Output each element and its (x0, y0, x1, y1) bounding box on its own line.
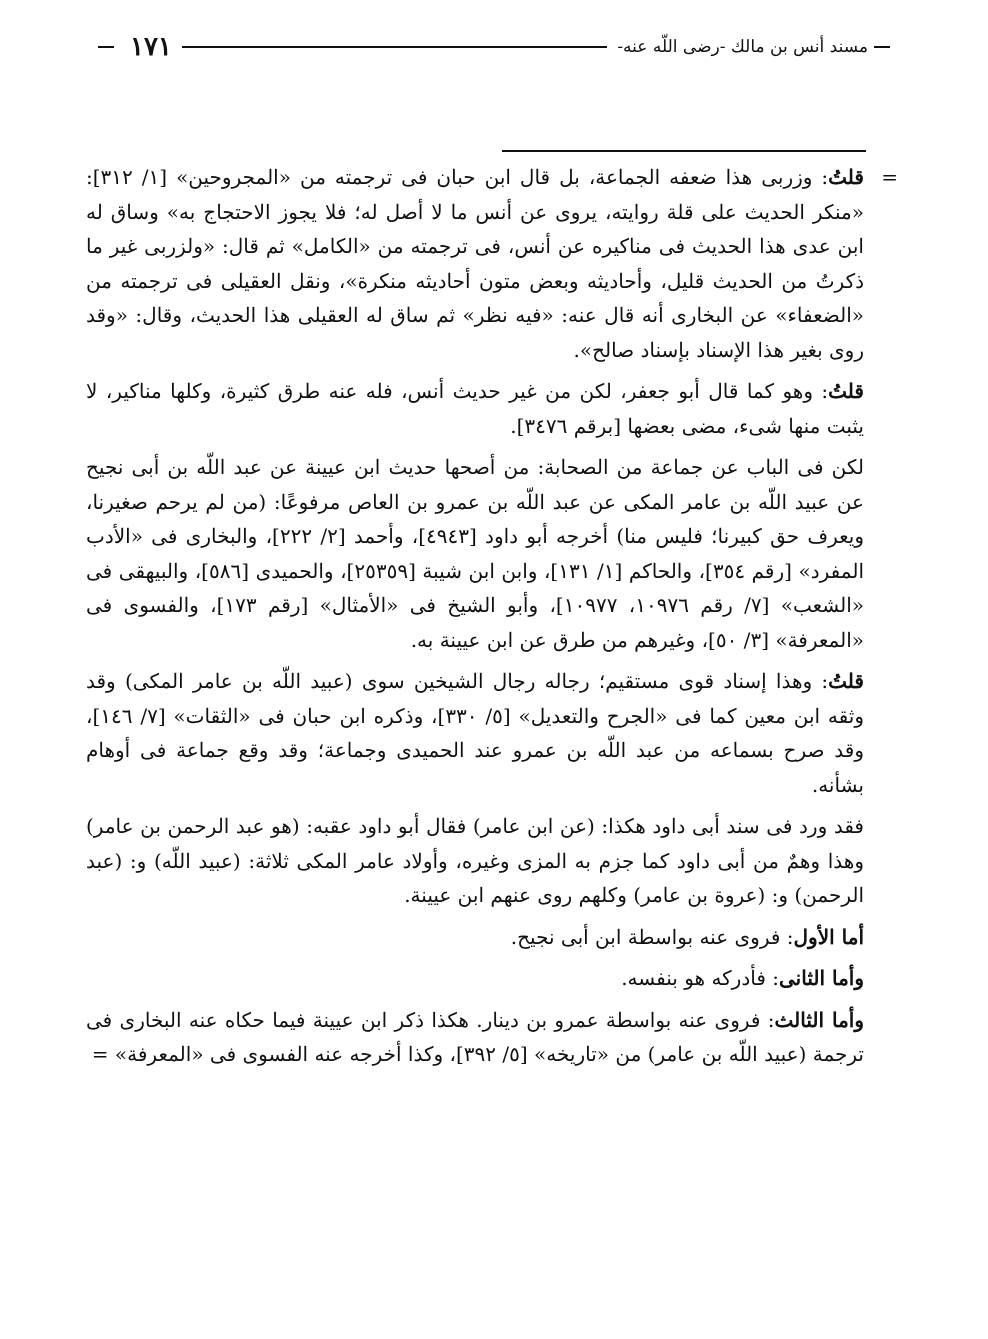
paragraph (86, 809, 864, 913)
paragraph-text: لكن فى الباب عن جماعة من الصحابة: من أصحها حديث ابن عيينة عن عبد اللّه بن أبى نجيح عن عبيد اللّه بن عامر المكى عن عبد اللّه بن عمرو بن العاص مرفوعًا: (من لم يرحم صغيرنا، ويعرف حق كبيرنا؛ فليس منا) أخرجه أبو داود [٤٩٤٣]، وأحمد [٢/ ٢٢٢]، والبخارى فى «الأدب المفرد» [رقم ٣٥٤]، والحاكم [١/ ١٣١]، وابن ابن شيبة [٢٥٣٥٩]، والحميدى [٥٨٦]، والبيهقى فى «الشعب» [٧/ رقم ١٠٩٧٦، ١٠٩٧٧]، وأبو الشيخ فى «الأمثال» [رقم ١٧٣]، والفسوى فى «المعرفة» [٣/ ٥٠]، وغيرهم من طرق عن ابن عيينة به. (86, 455, 865, 652)
paragraph (86, 374, 864, 443)
paragraph-text: : وهذا إسناد قوى مستقيم؛ رجاله رجال الشيخين سوى (عبيد اللّه بن عامر المكى) وقد وثقه ابن معين كما فى «الجرح والتعديل» [٥/ ٣٣٠]، وذكره ابن حبان فى «الثقات» [٧/ ١٤٦]، وقد صرح بسماعه من عبد اللّه بن عمرو عند الحميدى وجماعة؛ وقد وقع جماعة فى أوهام بشأنه. (86, 669, 864, 797)
header-rule (182, 46, 607, 48)
paragraph-lead: قلتُ (828, 379, 864, 403)
paragraph-text: : وهو كما قال أبو جعفر، لكن من غير حديث أنس، فله عنه طرق كثيرة، وكلها مناكير، لا يثبت منها شىء، مضى بعضها [برقم ٣٤٧٦]. (86, 379, 864, 438)
paragraph (86, 1003, 864, 1072)
footnote-separator (502, 150, 866, 152)
running-header (92, 30, 896, 64)
paragraph-text: : فروى عنه بواسطة ابن أبى نجيح. (510, 924, 794, 949)
paragraph-text: : وزربى هذا ضعفه الجماعة، بل قال ابن حبان فى ترجمته من «المجروحين» [١/ ٣١٢]: «منكر الحديث على قلة روايته، يروى عن أنس ما لا أصل له؛ فلا يجوز الاحتجاج به» وساق له ابن عدى هذا الحديث فى مناكيره عن أنس، فى ترجمته من «الكامل» ثم قال: «ولزربى غير ما ذكرتُ من الحديث قليل، وأحاديثه وبعض متون أحاديثه منكرة»، ونقل العقيلى فى ترجمته من «الضعفاء» عن البخارى أنه قال عنه: «فيه نظر» ثم ساق له العقيلى هذا الحديث، وقال: «وقد روى بغير هذا الإسناد بإسناد صالح». (86, 165, 865, 362)
paragraph (86, 450, 864, 657)
header-dash-left (98, 46, 114, 48)
paragraph-text: : فأدركه هو بنفسه. (621, 966, 779, 990)
paragraph (86, 920, 864, 955)
paragraph (86, 160, 898, 367)
paragraph-lead: قلتُ (828, 165, 864, 189)
paragraph-text: : فروى عنه بواسطة عمرو بن دينار. هكذا ذكر ابن عيينة فيما حكاه عنه البخارى فى ترجمة (عبيد اللّه بن عامر) من «تاريخه» [٥/ ٣٩٢]، وكذا أخرجه عنه الفسوى فى «المعرفة» = (86, 1007, 864, 1066)
header-dash-right (874, 46, 890, 48)
footnote-body (86, 160, 898, 1079)
paragraph (86, 664, 864, 802)
continuation-marker: = (881, 165, 898, 189)
paragraph-lead: أما الأول (793, 924, 864, 949)
paragraph-lead: وأما الثالث (774, 1007, 864, 1032)
paragraph-lead: قلتُ (828, 669, 864, 693)
paragraph-lead: وأما الثانى (779, 966, 864, 990)
paragraph-text: فقد ورد فى سند أبى داود هكذا: (عن ابن عامر) فقال أبو داود عقبه: (هو عبد الرحمن بن عامر) وهذا وهمٌ من أبى داود كما جزم به المزى وغيره، وأولاد عامر المكى ثلاثة: (عبيد اللّه) و: (عبد الرحمن) و: (عروة بن عامر) وكلهم روى عنهم ابن عيينة. (86, 814, 864, 907)
running-title: مسند أنس بن مالك -رضى اللّه عنه- (617, 37, 868, 57)
page-number: ١٧١ (130, 32, 172, 62)
paragraph (86, 961, 864, 996)
